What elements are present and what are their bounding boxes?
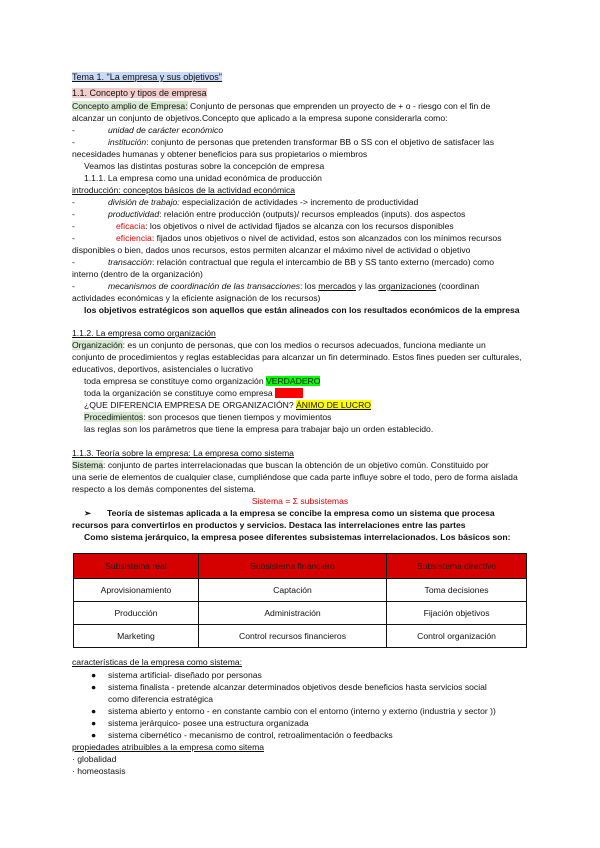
list-item-productividad: productividad: relación entre producción (outputs)/ recursos empleados (inputs). dos aspectos	[108, 209, 466, 219]
table-row	[74, 625, 527, 648]
dash-bullet: -	[72, 137, 75, 147]
list-item-institucion-line-2: necesidades humanas y obtener beneficios para sus propietarios o miembros	[72, 149, 368, 159]
bullet-icon: ●	[91, 706, 97, 716]
table-cell: Producción	[74, 602, 199, 625]
dash-bullet: -	[72, 221, 75, 231]
list-item-cibernetico: sistema cibernético - mecanismo de control, retroalimentación o feedbacks	[108, 730, 393, 740]
org-paragraph-line-3: educativos, deportivos, asistenciales o lucrativo	[72, 364, 254, 374]
hierarchy-text: Como sistema jerárquico, la empresa posee diferentes subsistemas interrelacionados. Los básicos son:	[84, 532, 511, 542]
org-paragraph-line-2: conjunto de procedimientos y reglas establecidas para alcanzar un fin determinado. Estos fines pueden ser culturales,	[72, 352, 522, 362]
dash-bullet: -	[72, 209, 75, 219]
table-header-row	[74, 554, 527, 579]
list-item-eficiencia: eficiencia: fijados unos objetivos o nivel de actividad, estos son alcanzados con los mínimos recursos	[116, 233, 502, 243]
section-heading-1-1: 1.1. Concepto y tipos de empresa	[72, 88, 207, 98]
list-item-transaccion-line-2: interno (dentro de la organización)	[72, 269, 203, 279]
subsystems-table	[73, 553, 527, 648]
bullet-icon: ●	[91, 730, 97, 740]
theory-paragraph: Teoría de sistemas aplicada a la empresa se concibe la empresa como un sistema que procesa	[107, 508, 495, 518]
table-header-cell: Subsistema financiero	[198, 554, 386, 579]
bullet-icon: ●	[91, 670, 97, 680]
system-paragraph: Sistema: conjunto de partes interrelacionadas que buscan la obtención de un objetivo común. Constituido por	[72, 460, 489, 470]
list-item-mecanismos-line-2: actividades económicas y la eficiente asignación de los recursos)	[72, 293, 321, 303]
table-cell: Administración	[198, 602, 386, 625]
table-cell: Control recursos financieros	[198, 625, 386, 648]
dash-bullet: -	[72, 197, 75, 207]
list-item-eficiencia-line-2: disponibles o bien, dados unos recursos, estos permiten alcanzar el máximo nivel de actividad o objetivo	[72, 245, 471, 255]
theory-paragraph-line-2: recursos para convertirlos en productos y servicios. Destaca las interrelaciones entre las partes	[72, 520, 466, 530]
table-cell: Fijación objetivos	[387, 602, 527, 625]
list-item-finalista-line-2: como diferencia estratégica	[108, 694, 214, 704]
table-cell: Aprovisionamiento	[74, 579, 199, 602]
concept-paragraph-line-2: alcanzar un conjunto de objetivos.Concepto que aplicado a la empresa supone considerarla como:	[72, 113, 448, 123]
table-cell: Marketing	[74, 625, 199, 648]
system-formula: Sistema = Σ subsistemas	[251, 496, 349, 506]
section-heading-1-1-3: 1.1.3. Teoría sobre la empresa: La empresa como sistema	[72, 448, 294, 458]
list-item-unidad: unidad de carácter económico	[108, 125, 224, 135]
rules-definition: las reglas son los parámetros que tiene la empresa para trabajar bajo un orden establecido.	[84, 424, 434, 434]
arrow-bullet-icon: ➢	[84, 508, 92, 518]
dash-bullet: -	[72, 281, 75, 291]
table-cell: Toma decisiones	[387, 579, 527, 602]
list-item-mecanismos: mecanismos de coordinación de las transacciones: los mercados y las organizaciones (coordinan	[108, 281, 480, 291]
list-item-finalista: sistema finalista - pretende alcanzar determinados objetivos desde beneficios hasta servicios social	[108, 682, 487, 692]
procedures-definition: Procedimientos: son procesos que tienen tiempos y movimientos	[84, 412, 332, 422]
list-item-artificial: sistema artificial- diseñado por personas	[108, 670, 262, 680]
concept-paragraph: Concepto amplio de Empresa: Conjunto de personas que emprenden un proyecto de + o - riesgo con el fin de	[72, 101, 491, 111]
list-item-jerarquico: sistema jerárquico- posee una estructura organizada	[108, 718, 309, 728]
characteristics-heading: características de la empresa como sistema:	[72, 657, 243, 667]
section-heading-1-1-1: 1.1.1. La empresa como una unidad económica de producción	[84, 173, 322, 183]
table-header-cell: Subsistema real	[74, 554, 199, 579]
list-item-eficacia: eficacia: los objetivos o nivel de actividad fijados se alcanza con los recursos disponibles	[116, 221, 454, 231]
table-row	[74, 602, 527, 625]
org-paragraph: Organización: es un conjunto de personas, que con los medios o recursos adecuados, funciona mediante un	[72, 340, 486, 350]
table-cell: Captación	[198, 579, 386, 602]
list-item-abierto: sistema abierto y entorno - en constante cambio con el entorno (interno y externo (industria y sector ))	[108, 706, 496, 716]
list-item-transaccion: transacción: relación contractual que regula el intercambio de BB y SS tanto externo (mercado) como	[108, 257, 494, 267]
table-header-cell: Subsistema directivo	[387, 554, 527, 579]
list-item-division: división de trabajo: especialización de actividades -> incremento de productividad	[108, 197, 419, 207]
table-cell: Control organización	[387, 625, 527, 648]
property-homeostasis: · homeostasis	[72, 766, 126, 776]
dash-bullet: -	[72, 257, 75, 267]
bullet-icon: ●	[91, 718, 97, 728]
statement-true: toda empresa se constituye como organización VERDADERO	[84, 376, 321, 386]
properties-heading: propiedades atribuibles a la empresa como sitema	[72, 742, 265, 752]
property-globalidad: · globalidad	[72, 754, 117, 764]
intro-heading: introducción: conceptos básicos de la actividad económica	[72, 185, 296, 195]
dash-bullet: -	[72, 125, 75, 135]
postures-text: Veamos las distintas posturas sobre la concepción de empresa	[84, 161, 325, 171]
bullet-icon: ●	[91, 682, 97, 692]
system-paragraph-line-3: respecto a los demás componentes del sistema.	[72, 484, 256, 494]
list-item-institucion: institución: conjunto de personas que pretenden transformar BB o SS con el objetivo de satisfacer las	[108, 137, 494, 147]
strategic-objectives: los objetivos estratégicos son aquellos que están alineados con los resultados económicos de la empresa	[84, 305, 520, 315]
dash-bullet: -	[72, 233, 75, 243]
table-row	[74, 579, 527, 602]
difference-question: ¿QUE DIFERENCIA EMPRESA DE ORGANIZACIÓN? ÁNIMO DE LUCRO	[84, 400, 371, 410]
statement-false: toda la organización se constituye como empresa FALSO	[84, 388, 303, 398]
document-title: Tema 1. "La empresa y sus objetivos"	[72, 72, 222, 82]
section-heading-1-1-2: 1.1.2. La empresa como organización	[72, 328, 216, 338]
system-paragraph-line-2: una serie de elementos de cualquier clase, cumpliéndose que cada parte influye sobre el todo, pero de forma aislada	[72, 472, 518, 482]
